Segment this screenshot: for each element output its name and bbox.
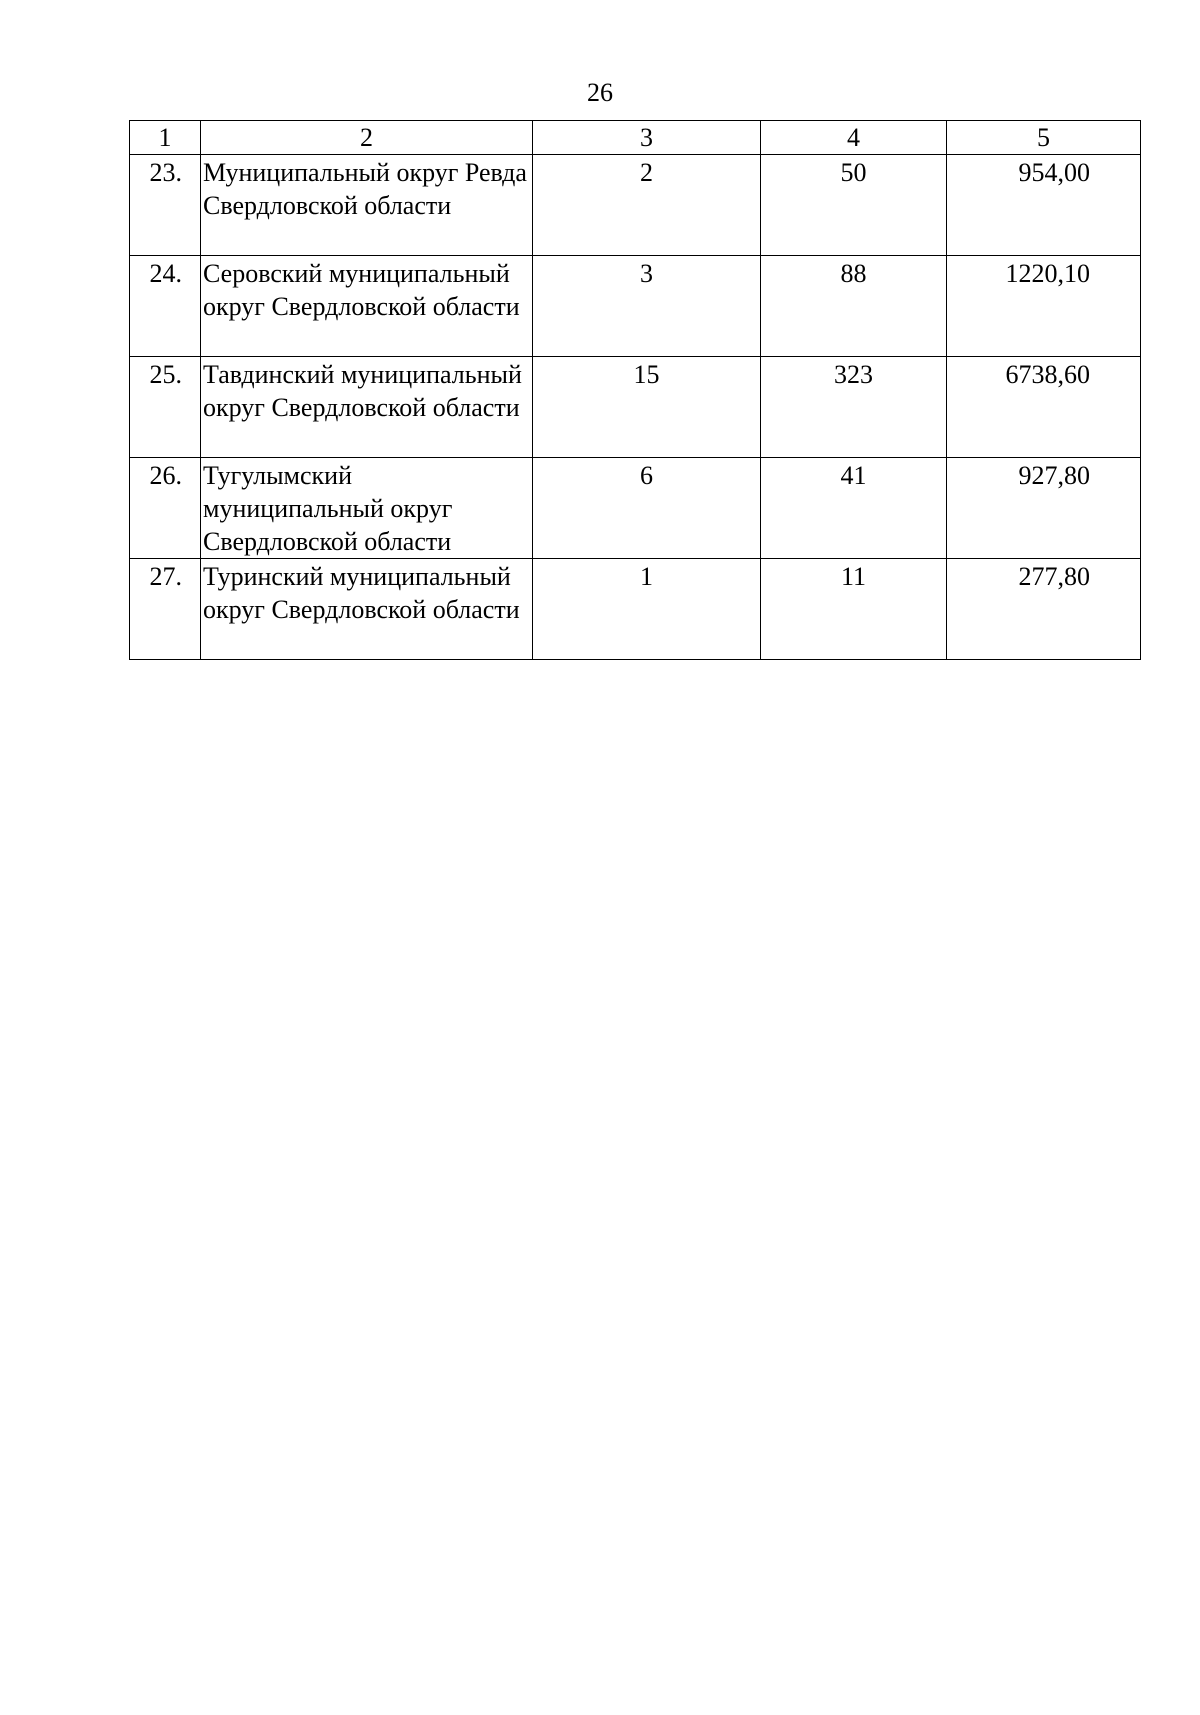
column-3-value: 6 — [533, 458, 761, 559]
header-cell-4: 4 — [761, 121, 947, 155]
column-4-value: 41 — [761, 458, 947, 559]
column-4-value: 50 — [761, 155, 947, 256]
column-3-value: 3 — [533, 256, 761, 357]
column-5-value: 927,80 — [947, 458, 1141, 559]
column-4-value: 11 — [761, 559, 947, 660]
header-cell-2: 2 — [201, 121, 533, 155]
data-table — [129, 120, 1141, 660]
row-number: 23. — [130, 155, 201, 256]
column-3-value: 15 — [533, 357, 761, 458]
table-row — [130, 559, 1141, 660]
municipality-name: Тугулымский муниципальный округ Свердловской области — [201, 458, 533, 559]
column-3-value: 2 — [533, 155, 761, 256]
column-3-value: 1 — [533, 559, 761, 660]
municipality-name: Туринский муниципальный округ Свердловской области — [201, 559, 533, 660]
header-cell-1: 1 — [130, 121, 201, 155]
column-5-value: 277,80 — [947, 559, 1141, 660]
column-5-value: 954,00 — [947, 155, 1141, 256]
table-row — [130, 357, 1141, 458]
row-number: 26. — [130, 458, 201, 559]
table-row — [130, 155, 1141, 256]
municipality-name: Тавдинский муниципальный округ Свердловской области — [201, 357, 533, 458]
column-4-value: 88 — [761, 256, 947, 357]
column-5-value: 6738,60 — [947, 357, 1141, 458]
table-row — [130, 458, 1141, 559]
page-number: 26 — [587, 78, 613, 107]
table-row — [130, 256, 1141, 357]
table-header-row — [130, 121, 1141, 155]
header-cell-5: 5 — [947, 121, 1141, 155]
row-number: 27. — [130, 559, 201, 660]
row-number: 25. — [130, 357, 201, 458]
header-cell-3: 3 — [533, 121, 761, 155]
row-number: 24. — [130, 256, 201, 357]
municipality-name: Серовский муниципальный округ Свердловской области — [201, 256, 533, 357]
column-5-value: 1220,10 — [947, 256, 1141, 357]
column-4-value: 323 — [761, 357, 947, 458]
municipality-name: Муниципальный округ Ревда Свердловской области — [201, 155, 533, 256]
